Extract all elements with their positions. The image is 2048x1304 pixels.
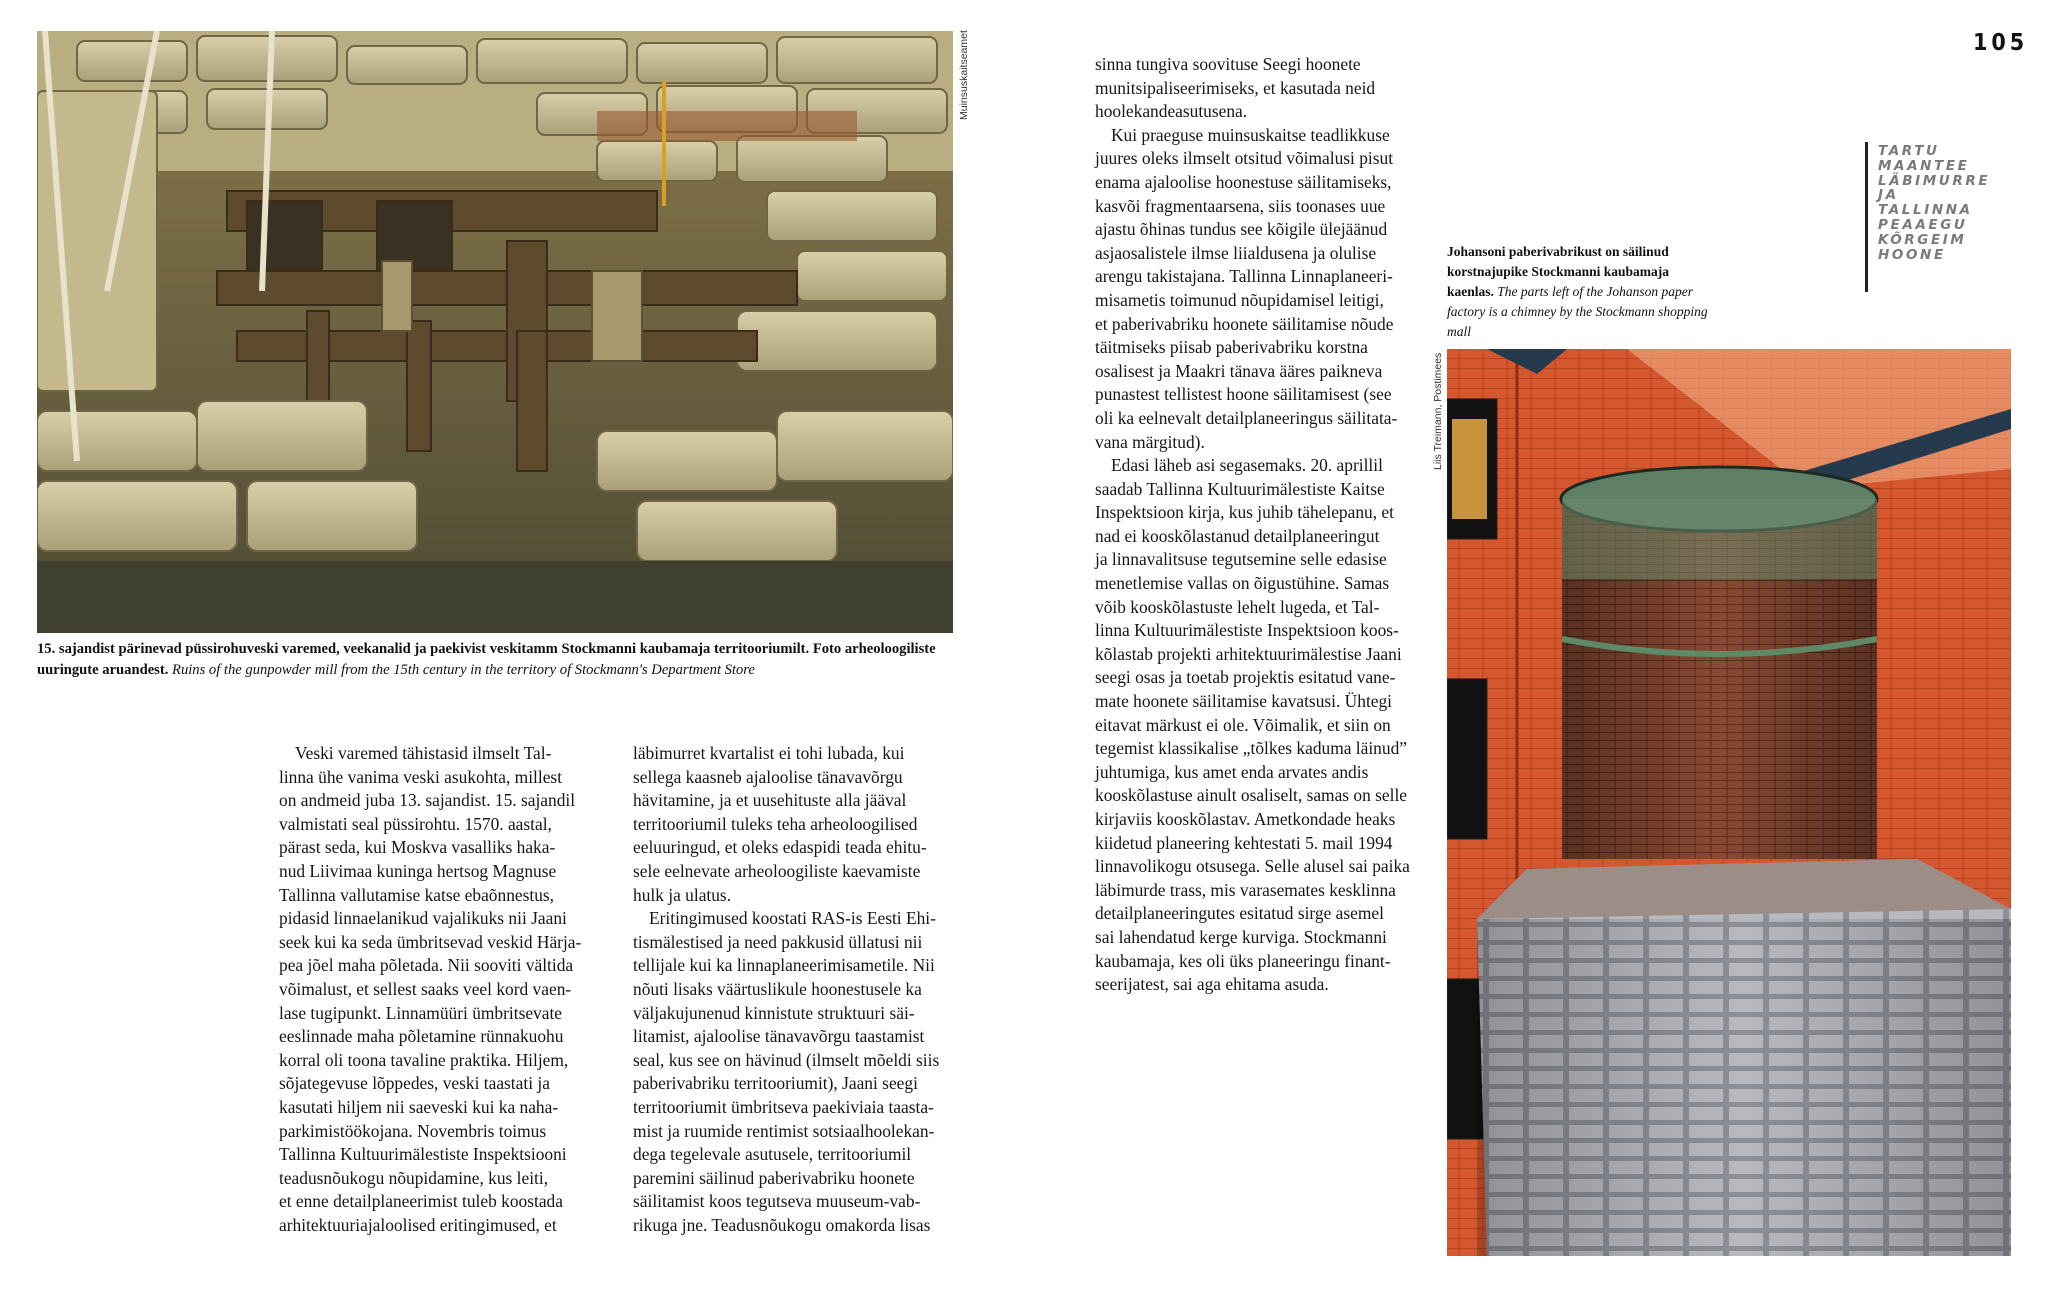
side-title-line: LÄBIMURRE	[1878, 172, 1991, 189]
side-title-line: TARTU	[1878, 143, 1940, 159]
text-line: dega tegelevale asutusele, territooriumil	[633, 1144, 912, 1165]
excavation-photo	[37, 31, 953, 633]
text-line: tegemist klassikalise „tõlkes kaduma läinud”	[1095, 738, 1407, 759]
paragraph	[1095, 124, 1420, 454]
text-line: territooriumit ümbritseva paekiviaia taasta-	[633, 1096, 934, 1117]
text-line: nud Liivimaa kuninga hertsog Magnuse	[279, 860, 557, 881]
page-number: 105	[1973, 30, 2029, 56]
paragraph	[1095, 454, 1420, 997]
paragraph	[633, 742, 958, 907]
text-line: mist ja ruumide rentimist sotsiaalhoolekan-	[633, 1120, 935, 1141]
text-line: Eritingimused koostati RAS-is Eesti Ehi-	[649, 908, 936, 929]
figure-caption	[1447, 242, 1717, 342]
text-line: sele eelnevate arheoloogiliste kaevamiste	[633, 860, 921, 881]
side-title-line: TALLINNA	[1878, 202, 1973, 219]
text-line: enama ajaloolise hoonestuse säilitamiseks,	[1095, 171, 1392, 192]
text-line: linna Kultuurimälestiste Inspektsioon koos-	[1095, 620, 1399, 641]
figure-caption	[37, 639, 957, 681]
side-title-rule	[1865, 142, 1868, 292]
text-line: nõuti lisaks väärtuslikule hoonestusele ka	[633, 978, 922, 999]
text-line: Tallinna vallutamise katse ebaõnnestus,	[279, 884, 555, 905]
text-line: valmistati seal püssirohtu. 1570. aastal,	[279, 813, 552, 834]
gunpowder-mill-ruins-image	[37, 31, 953, 633]
text-line: kirjaviis kooskõlastav. Ametkondade heaks	[1095, 809, 1396, 829]
text-line: seek kui ka seda ümbritsevad veskid Härja-	[279, 931, 582, 952]
text-line: ja linnavalitsuse tegutsemine selle edasise	[1095, 549, 1387, 570]
text-line: arhitektuuriajaloolised eritingimused, et	[279, 1214, 557, 1235]
text-line: linnavolikogu otsusega. Selle alusel sai paika	[1095, 856, 1410, 877]
caption-estonian: 15. sajandist pärinevad püssirohuveski varemed, veekanalid ja paekivist veskitamm Stockmanni kaubamaja territooriumilt. Foto arheoloogiliste uuringute aruandest.	[37, 641, 936, 678]
text-line: munitsipaliseerimiseks, et kasutada neid	[1095, 77, 1376, 98]
text-line: Tallinna Kultuurimälestiste Inspektsiooni	[279, 1144, 567, 1165]
text-line: detailplaneeringutes esitatud sirge asemel	[1095, 903, 1384, 924]
text-line: hoolekandeasutusena.	[1095, 101, 1248, 122]
text-line: Veski varemed tähistasid ilmselt Tal-	[295, 743, 552, 763]
text-line: arengu takistajana. Tallinna Linnaplaneeri-	[1095, 266, 1393, 287]
photo-credit: Liis Treimann, Postimees	[1432, 352, 1444, 470]
side-title-line: JA	[1878, 187, 1899, 204]
paragraph	[1095, 53, 1420, 124]
text-line: hävitamine, ja et uusehituste alla jääval	[633, 790, 907, 811]
text-line: sinna tungiva soovituse Seegi hoonete	[1095, 54, 1361, 74]
text-line: lase tugipunkt. Linnamüüri ümbritsevate	[279, 1002, 563, 1023]
text-line: et paberivabriku hoonete säilitamise nõude	[1095, 313, 1394, 334]
text-line: kasutati hiljem nii saeveski kui ka naha-	[279, 1096, 559, 1117]
caption-estonian: Johansoni paberivabrikust on säilinud korstnajupike Stockmanni kaubamaja kaenlas.	[1447, 244, 1670, 299]
text-line: punastest tellistest hoone säilitamisest (see	[1095, 384, 1392, 405]
text-line: tellijale kui ka linnaplaneerimisametile. Nii	[633, 955, 935, 976]
text-line: oli ka eelnevalt detailplaneeringus säilitata-	[1095, 407, 1398, 428]
text-line: hulk ja ulatus.	[633, 884, 732, 905]
text-line: kasvõi fragmentaarsena, siis toonases uue	[1095, 195, 1386, 216]
text-line: seerijatest, sai aga ehitama asuda.	[1095, 974, 1329, 995]
text-line: vana märgitud).	[1095, 431, 1205, 452]
text-line: kooskõlastuse ainult osaliselt, samas on selle	[1095, 785, 1408, 806]
johanson-chimney-image	[1447, 349, 2011, 1256]
text-line: kaubamaja, kes oli üks planeeringu finant-	[1095, 950, 1391, 971]
text-line: väljakujunenud kinnistute struktuuri säi-	[633, 1002, 915, 1023]
text-line: kiidetud planeering kehtestati 5. mail 1994	[1095, 832, 1393, 853]
paragraph	[279, 742, 604, 1237]
body-column-right	[1095, 53, 1420, 997]
text-line: paremini säilinud paberivabriku hoonete	[633, 1167, 915, 1188]
text-line: säilitamist koos tegutseva muuseum-vab-	[633, 1191, 921, 1212]
text-line: täitmiseks piisab paberivabriku korstna	[1095, 337, 1368, 358]
text-line: sõjategevuse lõppedes, veski taastati ja	[279, 1073, 550, 1094]
text-line: saadab Tallinna Kultuurimälestiste Kaitse	[1095, 478, 1385, 499]
text-line: sellega kaasneb ajaloolise tänavavõrgu	[633, 766, 903, 787]
text-line: eeluuringud, et oleks edaspidi teada ehitu-	[633, 837, 927, 858]
body-column-middle	[633, 742, 958, 1237]
text-line: läbimurde trass, mis varasemates kesklinna	[1095, 879, 1396, 900]
text-line: osalisest ja Maakri tänava ääres paikneva	[1095, 360, 1383, 381]
text-line: Kui praeguse muinsuskaitse teadlikkuse	[1111, 124, 1390, 145]
text-line: võib kooskõlastuste lehelt lugeda, et Tal-	[1095, 596, 1380, 617]
text-line: tismälestised ja need pakkusid üllatusi nii	[633, 931, 923, 952]
text-line: seal, kus see on hävinud (ilmselt mõeldi siis	[633, 1049, 940, 1070]
caption-english: The parts left of the Johanson paper factory is a chimney by the Stockmann shopping mall	[1447, 284, 1708, 339]
text-line: võimalust, et sellest saaks veel kord vaen-	[279, 978, 572, 999]
section-side-title	[1878, 144, 1990, 262]
text-line: teadusnõukogu nõupidamine, kus leiti,	[279, 1167, 549, 1188]
text-line: Inspektsioon kirja, kus juhib tähelepanu, et	[1095, 502, 1394, 523]
text-line: juures oleks ilmselt otsitud võimalusi pisut	[1095, 148, 1394, 169]
caption-english: Ruins of the gunpowder mill from the 15th century in the territory of Stockmann's Department Store	[172, 662, 755, 678]
body-column-left	[279, 742, 604, 1237]
text-line: pidasid linnaelanikud vajalikuks nii Jaani	[279, 908, 567, 929]
text-line: rikuga jne. Teadusnõukogu omakorda lisas	[633, 1214, 931, 1235]
text-line: kõlastab projekti arhitektuurimälestise Jaani	[1095, 643, 1402, 664]
text-line: misametis toimunud nõupidamisel leitigi,	[1095, 289, 1384, 310]
text-line: on andmeid juba 13. sajandist. 15. sajandil	[279, 790, 576, 811]
text-line: nad ei kooskõlastanud detailplaneeringut	[1095, 525, 1380, 546]
text-line: menetlemise vallas on õigustühine. Samas	[1095, 573, 1390, 594]
text-line: seegi osas ja toetab projektis esitatud vane-	[1095, 667, 1396, 688]
text-line: parkimistöökojana. Novembris toimus	[279, 1120, 547, 1141]
paragraph	[633, 907, 958, 1237]
side-title-line: KÕRGEIM	[1878, 231, 1967, 248]
text-line: juhtumiga, kus amet enda arvates andis	[1095, 761, 1369, 782]
text-line: pea jõel maha põletada. Nii sooviti vältida	[279, 955, 574, 976]
text-line: Edasi läheb asi segasemaks. 20. aprillil	[1111, 455, 1383, 476]
photo-credit: Muinsuskaitseamet	[958, 30, 970, 120]
text-line: mate hoonete säilitamise kavatsusi. Ühtegi	[1095, 691, 1393, 712]
text-line: et enne detailplaneerimist tuleb koostada	[279, 1191, 563, 1212]
text-line: sai lahendatud kerge kurviga. Stockmanni	[1095, 926, 1387, 947]
text-line: asjaosalistele ilmse liialdusena ja olulise	[1095, 242, 1377, 263]
side-title-line: HOONE	[1878, 246, 1946, 263]
text-line: ajastu õhinas tundus see kõigile ülejäänud	[1095, 219, 1388, 240]
text-line: korral oli toona tavaline praktika. Hiljem,	[279, 1049, 569, 1070]
text-line: eitavat märkust ei ole. Võimalik, et siin on	[1095, 714, 1391, 735]
side-title-line: PEAAEGU	[1878, 216, 1968, 233]
chimney-photo	[1447, 349, 2011, 1256]
text-line: litamist, ajaloolise tänavavõrgu taastamist	[633, 1026, 925, 1047]
text-line: territooriumil tuleks teha arheoloogilised	[633, 813, 918, 834]
text-line: pärast seda, kui Moskva vasalliks haka-	[279, 837, 556, 858]
text-line: läbimurret kvartalist ei tohi lubada, kui	[633, 743, 905, 763]
text-line: paberivabriku territooriumit), Jaani seegi	[633, 1073, 918, 1094]
side-title-line: MAANTEE	[1878, 157, 1970, 174]
text-line: eeslinnade maha põletamine rünnakuohu	[279, 1026, 564, 1047]
text-line: linna ühe vanima veski asukohta, millest	[279, 766, 563, 787]
